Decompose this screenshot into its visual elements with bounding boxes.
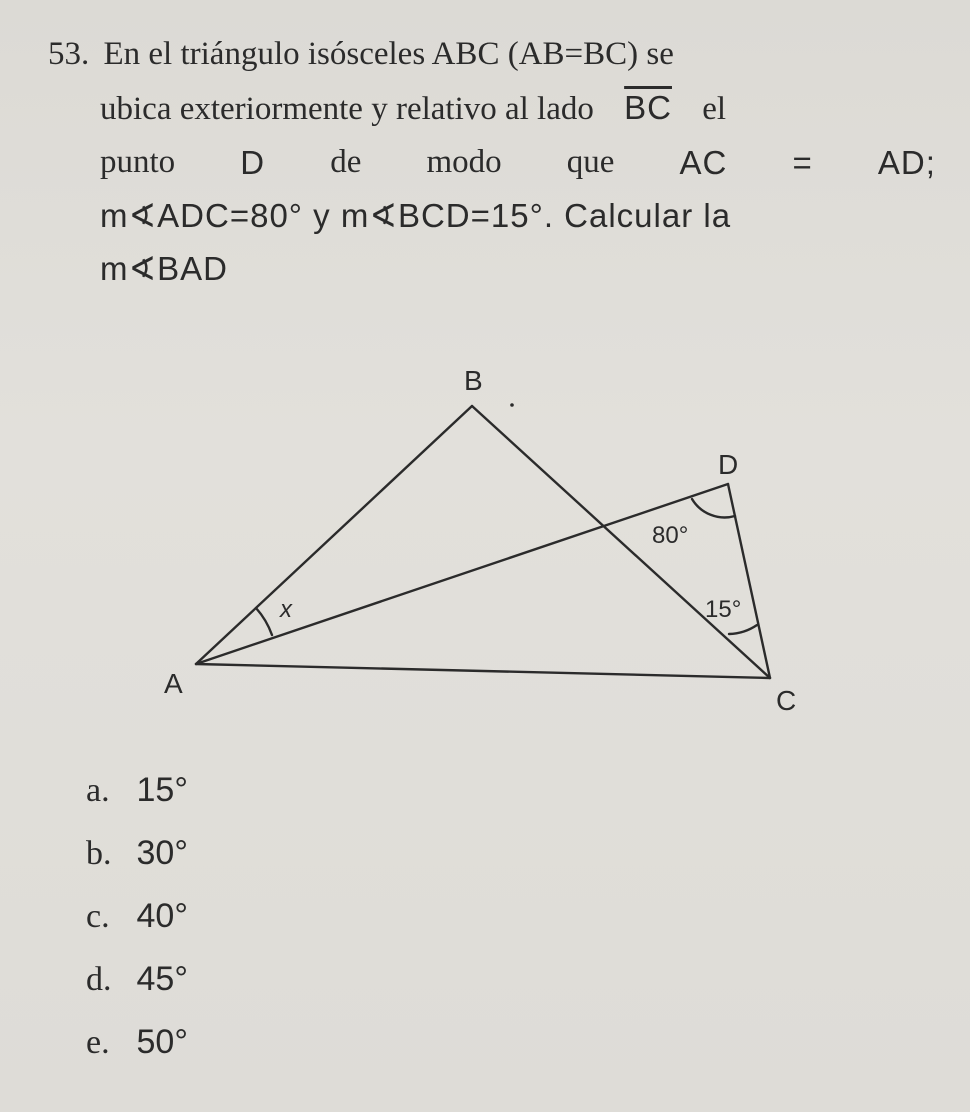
label-c: C [776,685,797,716]
option-letter: e. [86,1024,110,1061]
problem-text-4: m∢ADC=80° y m∢BCD=15°. Calcular la [100,197,732,234]
angle-arc-15 [729,625,757,634]
point-mark [510,403,514,407]
label-a: A [164,668,183,699]
answer-options [86,765,188,1080]
angle-arc-80 [692,499,735,517]
segment-ab [196,406,472,664]
word: AD; [877,144,936,181]
word: AC [679,144,728,181]
word: D [240,144,266,181]
problem-number: 53. [48,36,90,72]
problem-text-1: En el triángulo isósceles ABC (AB=BC) se [103,36,674,72]
angle-arc-x [256,608,272,635]
word: que [566,144,615,180]
label-d: D [718,449,739,480]
segment-bc: $\overline{BC}$ [624,89,672,126]
option-a[interactable] [86,765,188,828]
option-c[interactable] [86,891,188,954]
problem-text-2b: el [702,91,727,127]
word: punto [100,144,176,180]
option-value: 45° [136,960,188,998]
angle-label-x: x [280,596,292,623]
option-letter: c. [86,898,110,935]
option-value: 30° [136,834,188,872]
label-b: B [464,365,483,396]
problem-text-5: m∢BAD [100,250,228,287]
problem-text-2: ubica exteriormente y relativo al lado [100,91,594,127]
option-letter: b. [86,835,112,872]
segment-ad [196,484,728,664]
angle-label-80: 80° [652,522,689,549]
option-d[interactable] [86,954,188,1017]
option-value: 15° [136,771,188,809]
segment-bc-line [472,406,770,678]
segment-ac [196,664,770,678]
word: = [792,144,813,181]
option-letter: a. [86,772,110,809]
angle-label-15: 15° [705,596,742,623]
option-value: 40° [136,897,188,935]
segment-dc [728,484,770,678]
option-b[interactable] [86,828,188,891]
word: de [330,144,362,180]
option-letter: d. [86,961,112,998]
option-e[interactable] [86,1017,188,1080]
word: modo [426,144,502,180]
option-value: 50° [136,1023,188,1061]
